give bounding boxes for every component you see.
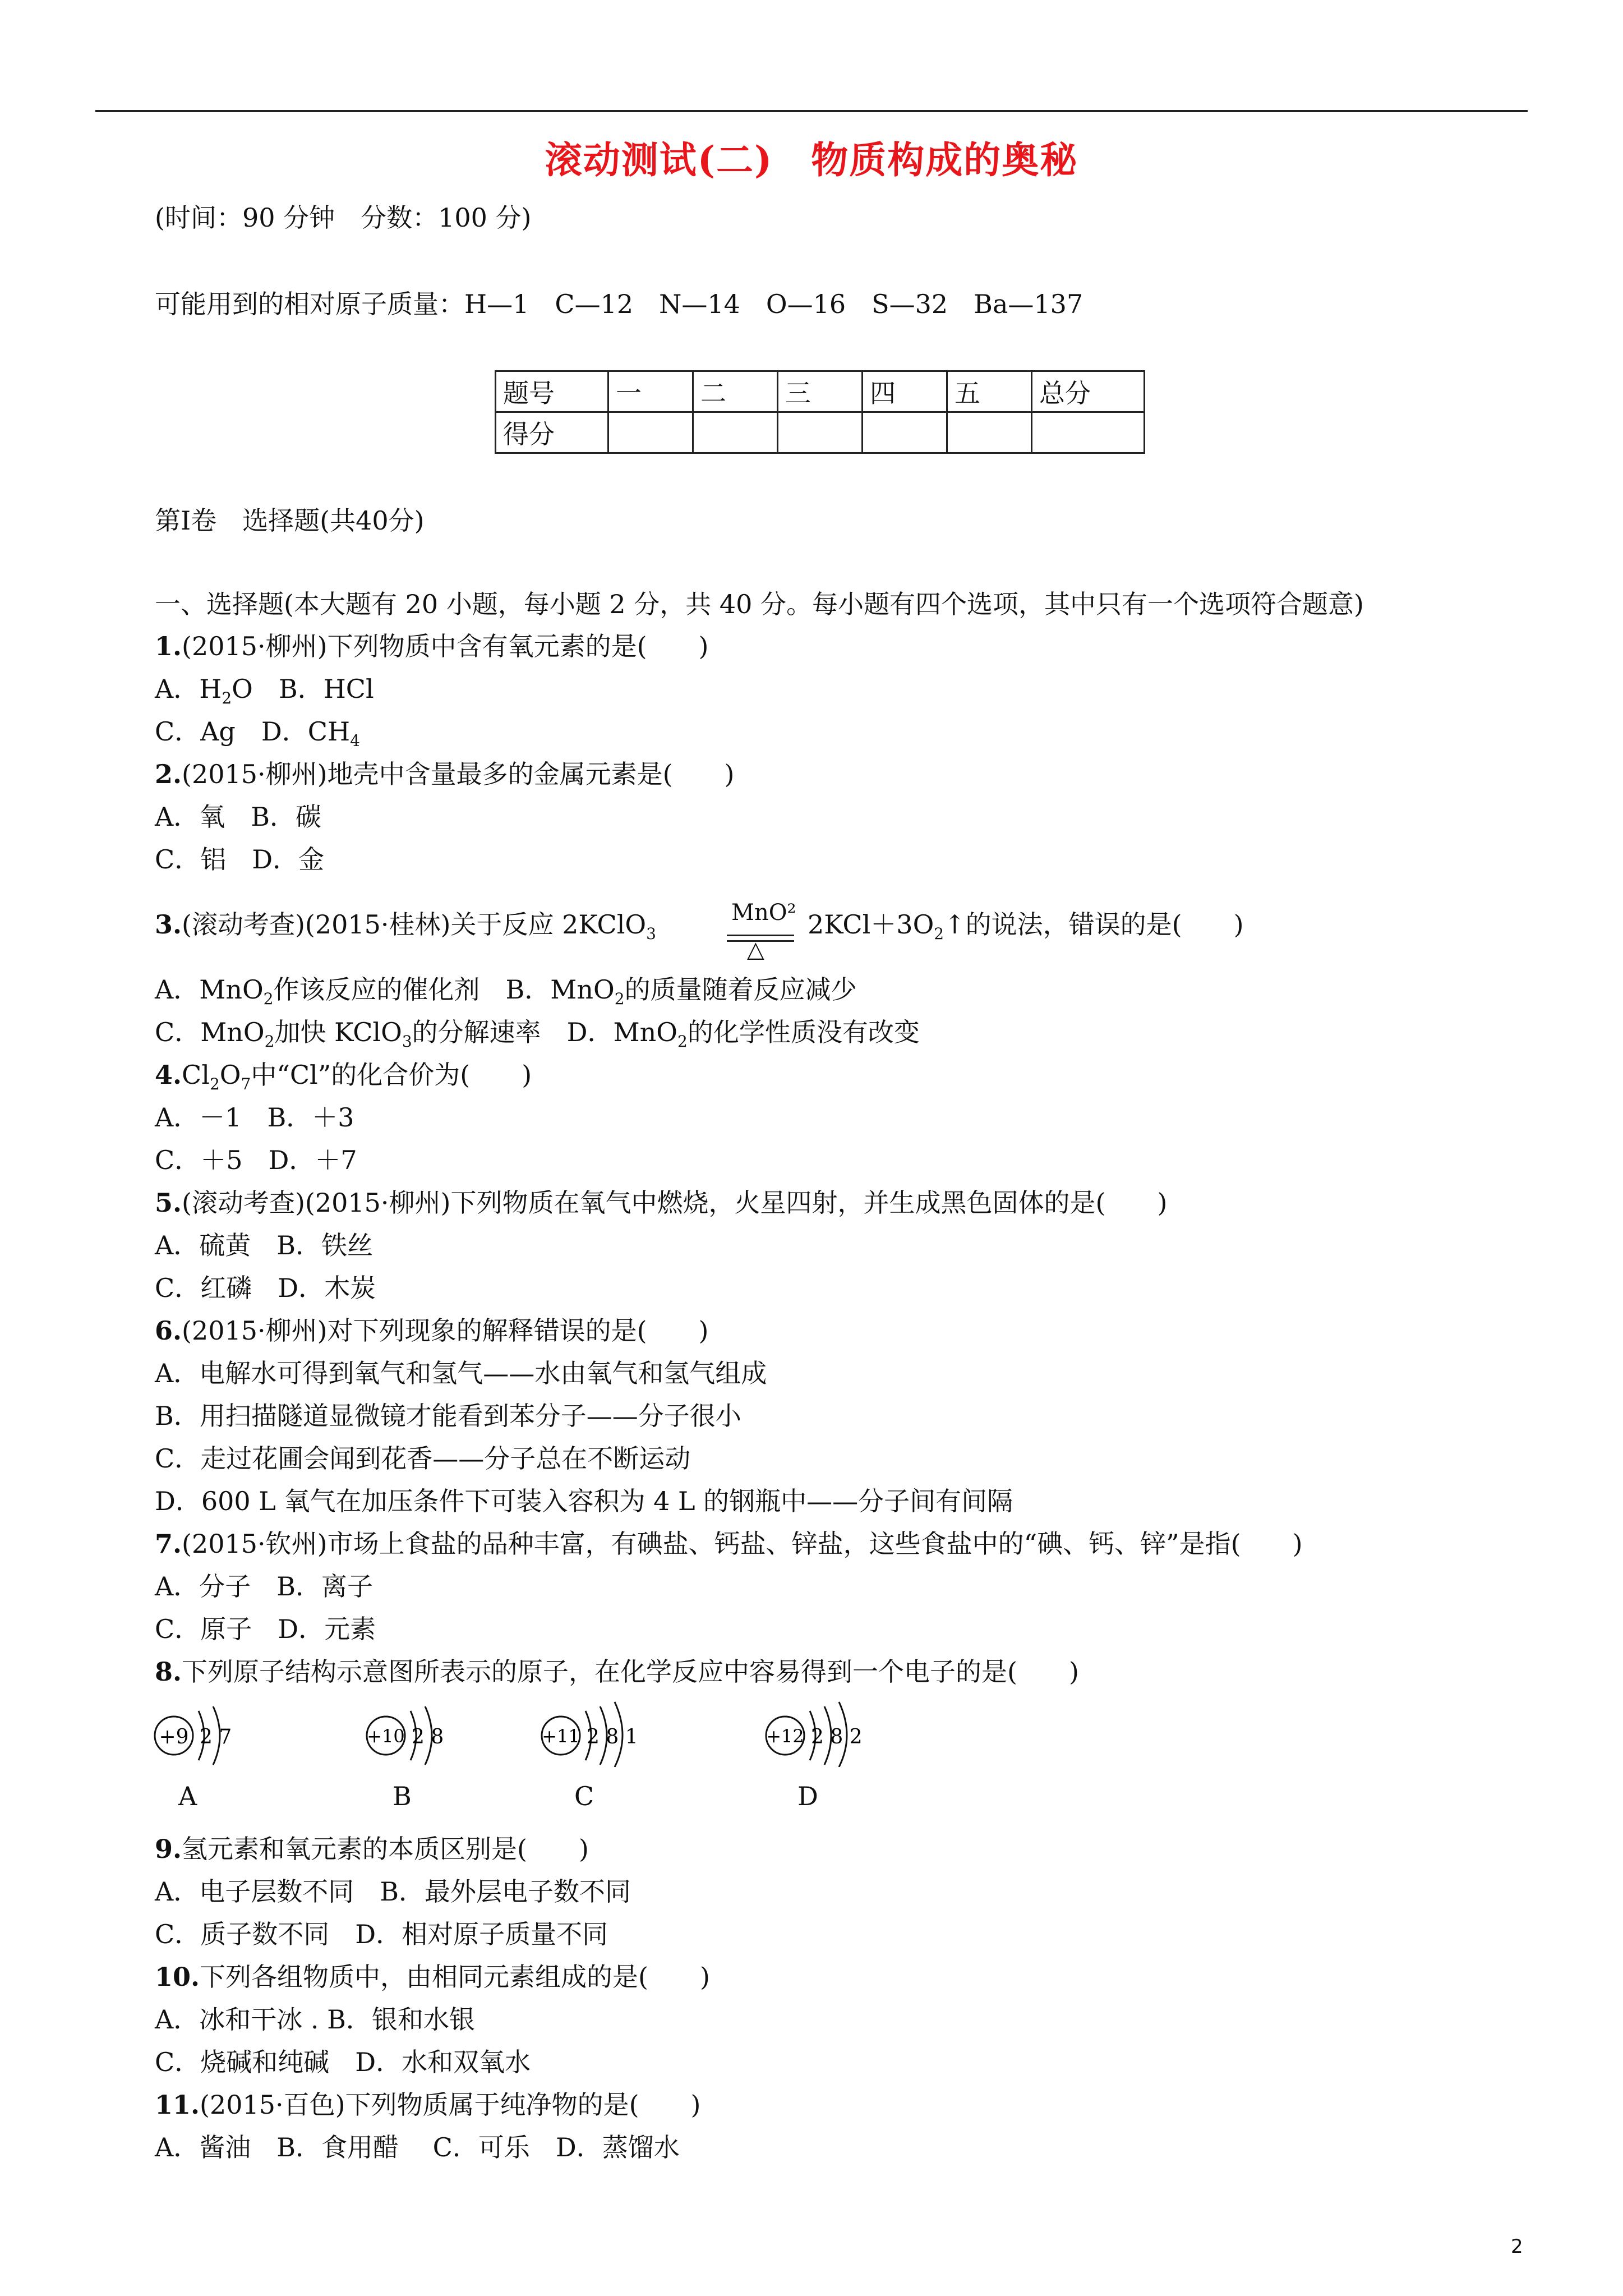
subscript: 2 (934, 924, 944, 943)
option-text: O B．HCl (232, 674, 374, 704)
option-text: 加快 KClO (274, 1017, 402, 1047)
question-number: 9. (155, 1834, 182, 1864)
atom-diagram-d (763, 1694, 880, 1767)
question-6-option-a: A．电解水可得到氧气和氢气——水由氧气和氢气组成 (155, 1358, 767, 1388)
option-text: C．Ag D．CH (155, 716, 351, 747)
atom-label-a: A (178, 1781, 197, 1811)
subscript: 2 (677, 1032, 688, 1051)
question-4-stem (155, 1058, 532, 1092)
question-text: O (219, 1060, 241, 1090)
nucleus-charge: +11 (542, 1726, 580, 1747)
question-7-stem (155, 1527, 1303, 1561)
question-6-option-b: B．用扫描隧道显微镜才能看到苯分子——分子很小 (155, 1401, 741, 1431)
question-number: 10. (155, 1962, 200, 1992)
score-header-cell: 三 (778, 371, 863, 412)
score-header-cell: 总分 (1032, 371, 1145, 412)
question-11-stem (155, 2088, 701, 2122)
question-5-options-cd: C．红磷 D．木炭 (155, 1273, 376, 1303)
question-number: 2. (155, 759, 182, 789)
option-text: 作该反应的催化剂 B．MnO (273, 974, 615, 1005)
nucleus-charge: +9 (159, 1726, 189, 1749)
atom-label-d: D (797, 1781, 818, 1811)
question-4-options-ab: A．－1 B．＋3 (155, 1102, 354, 1133)
score-input-cell[interactable] (1032, 412, 1145, 453)
subscript: 3 (402, 1032, 412, 1051)
reaction-condition (727, 900, 796, 963)
page-number: 2 (1511, 2235, 1523, 2258)
question-7-options-ab: A．分子 B．离子 (155, 1571, 374, 1602)
score-table-header-row (496, 371, 1145, 412)
question-text: (2015·百色)下列物质属于纯净物的是( ) (200, 2090, 701, 2120)
question-5-stem (155, 1186, 1167, 1220)
question-number: 1. (155, 631, 182, 661)
score-header-cell: 题号 (496, 371, 608, 412)
subscript: 2 (209, 1075, 220, 1093)
question-number: 3. (155, 909, 182, 940)
subscript: 2 (264, 1032, 275, 1051)
atom-diagram-c (538, 1694, 656, 1767)
question-number: 5. (155, 1188, 182, 1218)
question-text: (2015·钦州)市场上食盐的品种丰富，有碘盐、钙盐、锌盐，这些食盐中的“碘、钙、锌”是指( ) (182, 1529, 1303, 1559)
question-3-options-ab (155, 973, 857, 1006)
question-text: 2KCl＋3O (808, 909, 934, 940)
question-9-options-cd: C．质子数不同 D．相对原子质量不同 (155, 1919, 608, 1949)
question-10-stem (155, 1960, 710, 1994)
question-6-stem (155, 1314, 709, 1347)
option-text: A．H (155, 674, 222, 704)
question-4-options-cd: C．＋5 D．＋7 (155, 1145, 357, 1175)
question-3-stem-left (155, 908, 656, 941)
question-5-options-ab: A．硫黄 B．铁丝 (155, 1230, 374, 1260)
subscript: 2 (614, 990, 625, 1008)
question-2-options-ab: A．氧 B．碳 (155, 802, 322, 832)
option-text: 的分解速率 D．MnO (412, 1017, 677, 1047)
question-6-option-d: D．600 L 氧气在加压条件下可装入容积为 4 L 的钢瓶中——分子间有间隔 (155, 1486, 1013, 1516)
question-number: 8. (155, 1657, 182, 1687)
question-text: (2015·柳州)下列物质中含有氧元素的是( ) (182, 631, 709, 661)
score-row-label: 得分 (496, 412, 608, 453)
nucleus-charge: +12 (766, 1726, 804, 1747)
electron-counts: 2 8 1 (587, 1726, 638, 1749)
heat-symbol: △ (747, 937, 764, 963)
question-text: 中“Cl”的化合价为( ) (251, 1060, 532, 1090)
atom-label-b: B (393, 1781, 412, 1811)
part1-instructions: 一、选择题(本大题有 20 小题，每小题 2 分，共 40 分。每小题有四个选项，其中只有一个选项符合题意) (155, 589, 1364, 619)
question-2-options-cd: C．铝 D．金 (155, 844, 325, 875)
question-number: 11. (155, 2090, 200, 2120)
atom-label-c: C (574, 1781, 594, 1811)
question-text: (2015·柳州)对下列现象的解释错误的是( ) (182, 1315, 709, 1346)
question-1-stem (155, 629, 709, 663)
question-11-options: A．酱油 B．食用醋 C．可乐 D．蒸馏水 (155, 2132, 680, 2162)
question-3-stem-right (808, 908, 1244, 941)
score-input-cell[interactable] (608, 412, 693, 453)
option-text: C．MnO (155, 1017, 265, 1047)
page-title: 滚动测试(二) 物质构成的奥秘 (545, 138, 1078, 182)
subscript: 3 (646, 924, 656, 943)
score-input-cell[interactable] (693, 412, 778, 453)
question-9-stem (155, 1832, 589, 1866)
electron-counts: 2 7 (200, 1726, 232, 1749)
subscript: 2 (222, 689, 232, 707)
score-header-cell: 二 (693, 371, 778, 412)
score-table (495, 370, 1145, 454)
question-7-options-cd: C．原子 D．元素 (155, 1614, 376, 1644)
option-text: 的化学性质没有改变 (687, 1017, 920, 1047)
question-number: 7. (155, 1529, 182, 1559)
score-table-score-row (496, 412, 1145, 453)
score-input-cell[interactable] (778, 412, 863, 453)
option-text: 的质量随着反应减少 (624, 974, 857, 1005)
question-8-stem (155, 1655, 1079, 1688)
section-heading: 第Ⅰ卷 选择题(共40分) (155, 505, 425, 536)
question-1-options-ab (155, 672, 374, 706)
question-10-options-cd: C．烧碱和纯碱 D．水和双氧水 (155, 2047, 531, 2077)
subscript: 4 (350, 731, 360, 750)
question-9-options-ab: A．电子层数不同 B．最外层电子数不同 (155, 1876, 631, 1907)
score-header-cell: 四 (863, 371, 947, 412)
question-text: ↑的说法，错误的是( ) (944, 909, 1244, 940)
atom-diagram-b (363, 1694, 459, 1767)
question-text: 下列各组物质中，由相同元素组成的是( ) (200, 1962, 710, 1992)
atom-diagram-a (151, 1694, 247, 1767)
electron-counts: 2 8 (412, 1726, 444, 1749)
catalyst-label: MnO² (731, 900, 796, 926)
option-text: A．MnO (155, 974, 264, 1005)
question-6-option-c: C．走过花圃会闻到花香——分子总在不断运动 (155, 1443, 691, 1474)
question-1-options-cd (155, 715, 360, 748)
question-text: 氢元素和氧元素的本质区别是( ) (182, 1834, 589, 1864)
question-2-stem (155, 757, 735, 791)
subscript: 2 (263, 990, 274, 1008)
question-text: (滚动考查)(2015·桂林)关于反应 2KClO (182, 909, 647, 940)
score-header-cell: 五 (947, 371, 1032, 412)
question-number: 6. (155, 1315, 182, 1346)
question-text: (滚动考查)(2015·柳州)下列物质在氧气中燃烧，火星四射，并生成黑色固体的是( ) (182, 1188, 1168, 1218)
question-10-options-ab: A．冰和干冰 . B．银和水银 (155, 2004, 475, 2035)
nucleus-charge: +10 (367, 1726, 405, 1747)
question-text: 下列原子结构示意图所表示的原子，在化学反应中容易得到一个电子的是( ) (182, 1657, 1079, 1687)
electron-counts: 2 8 2 (811, 1726, 863, 1749)
question-text: Cl (182, 1060, 210, 1090)
question-text: (2015·柳州)地壳中含量最多的金属元素是( ) (182, 759, 735, 789)
question-number: 4. (155, 1060, 182, 1090)
score-header-cell: 一 (608, 371, 693, 412)
atomic-masses: 可能用到的相对原子质量：H—1 C—12 N—14 O—16 S—32 Ba—137 (155, 289, 1083, 319)
question-3-options-cd (155, 1015, 920, 1049)
time-info: (时间：90 分钟 分数：100 分) (155, 203, 532, 233)
score-input-cell[interactable] (947, 412, 1032, 453)
subscript: 7 (241, 1075, 251, 1093)
equals-bar-top (727, 935, 794, 936)
score-input-cell[interactable] (863, 412, 947, 453)
header-rule (95, 110, 1528, 112)
